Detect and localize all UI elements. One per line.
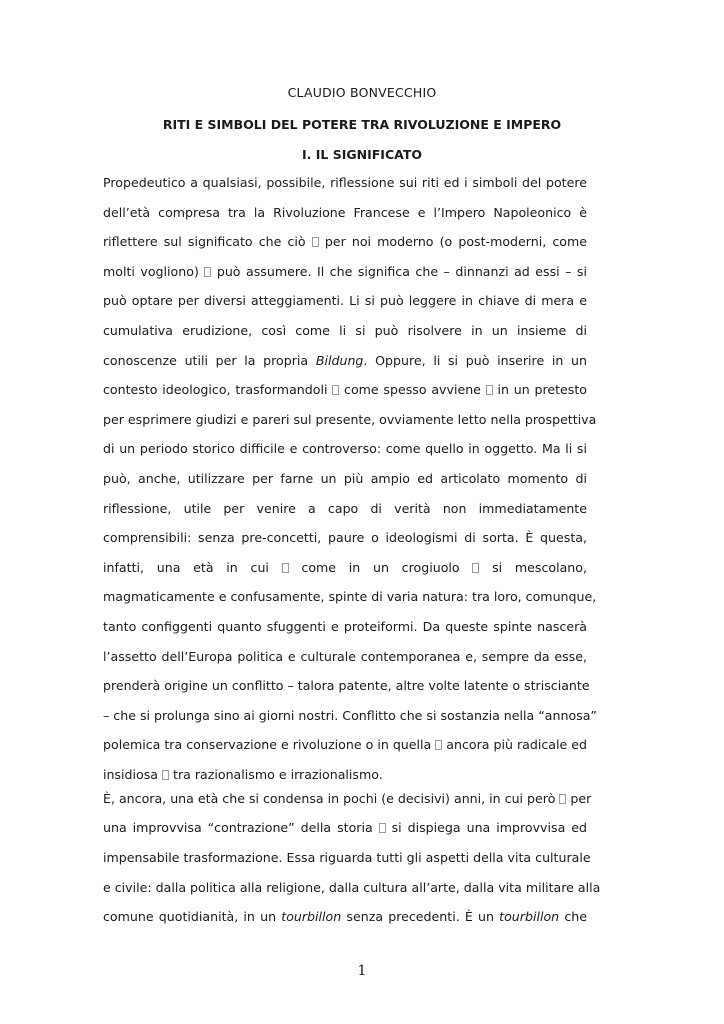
text-segment: cumulativa erudizione, così come li si può risolvere in un insieme di (103, 322, 587, 338)
text-line (103, 675, 590, 705)
text-segment: prenderà origine un conflitto – talora patente, altre volte latente o strisciante (103, 678, 590, 694)
text-segment: . Oppure, li si può inserire in un (363, 352, 588, 368)
text-segment: molti vogliono) (103, 263, 205, 279)
text-line (103, 847, 591, 877)
missing-glyph-icon (162, 770, 169, 780)
missing-glyph-icon (312, 237, 319, 247)
text-segment: per esprimere giudizi e pareri sul presente, ovviamente letto nella prospettiva (103, 411, 597, 427)
text-line (103, 320, 587, 350)
author-name: CLAUDIO BONVECCHIO (287, 85, 437, 100)
italic-text: tourbillon (281, 909, 342, 925)
body-text (103, 172, 601, 936)
text-line (103, 290, 587, 320)
document-title: RITI E SIMBOLI DEL POTERE TRA RIVOLUZIONE E IMPERO (162, 117, 562, 132)
text-segment: polemica tra conservazione e rivoluzione o in quella (103, 737, 436, 753)
text-segment: magmaticamente e confusamente, spinte di varia natura: tra loro, comunque, (103, 589, 597, 605)
text-line (103, 877, 601, 907)
text-line (103, 586, 597, 616)
text-segment: per (566, 790, 592, 806)
italic-text: Bildung (315, 352, 364, 368)
text-segment: È, ancora, una età che si condensa in pochi (e decisivi) anni, in cui però (103, 790, 560, 806)
text-segment: riflessione, utile per venire a capo di verità non immediatamente (103, 500, 587, 516)
text-segment: in un pretesto (492, 382, 587, 398)
text-segment: può assumere. Il che significa che – dinnanzi ad essi – si (211, 263, 587, 279)
text-segment: che (559, 909, 587, 925)
text-line (103, 734, 587, 764)
text-segment: tra razionalismo e irrazionalismo. (169, 766, 383, 782)
text-line (103, 788, 592, 818)
text-line (103, 231, 587, 261)
text-line (103, 817, 587, 847)
text-line (103, 705, 597, 735)
text-segment: comprensibili: senza pre-concetti, paure o ideologismi di sorta. È questa, (103, 530, 587, 546)
text-segment: tanto configgenti quanto sfuggenti e proteiformi. Da queste spinte nascerà (103, 618, 587, 634)
text-line (103, 409, 597, 439)
text-line (103, 906, 587, 936)
text-segment: e civile: dalla politica alla religione, dalla cultura all’arte, dalla vita militare alla (103, 879, 601, 895)
text-line (103, 261, 587, 291)
text-line (103, 379, 587, 409)
text-segment: si mescolano, (479, 559, 587, 575)
missing-glyph-icon (379, 823, 386, 833)
text-segment: può optare per diversi atteggiamenti. Li si può leggere in chiave di mera e (103, 293, 587, 309)
text-line (103, 498, 587, 528)
text-line (103, 350, 587, 380)
text-segment: contesto ideologico, trasformandoli (103, 382, 333, 398)
text-segment: come spesso avviene (339, 382, 486, 398)
text-segment: – che si prolunga sino ai giorni nostri. Conflitto che si sostanzia nella “annosa” (103, 707, 597, 723)
text-line (103, 172, 587, 202)
text-segment: può, anche, utilizzare per farne un più ampio ed articolato momento di (103, 470, 587, 486)
italic-text: tourbillon (499, 909, 560, 925)
text-segment: comune quotidianità, in un (103, 909, 282, 925)
text-segment: senza precedenti. È un (341, 909, 500, 925)
missing-glyph-icon (486, 385, 493, 395)
missing-glyph-icon (282, 563, 289, 573)
text-segment: una improvvisa “contrazione” della storia (103, 820, 379, 836)
section-heading: I. IL SIGNIFICATO (302, 147, 422, 162)
text-line (103, 557, 587, 587)
text-segment: si dispiega una improvvisa ed (385, 820, 587, 836)
page-number: 1 (357, 963, 367, 979)
text-segment: per noi moderno (o post-moderni, come (318, 234, 587, 250)
text-line (103, 646, 587, 676)
text-line (103, 616, 587, 646)
text-segment: insidiosa (103, 766, 163, 782)
text-segment: ancora più radicale ed (442, 737, 587, 753)
text-line (103, 527, 587, 557)
text-line (103, 438, 587, 468)
text-segment: Propedeutico a qualsiasi, possibile, riflessione sui riti ed i simboli del potere (103, 175, 587, 190)
text-line (103, 764, 587, 788)
text-line (103, 202, 587, 232)
text-line (103, 468, 587, 498)
text-segment: impensabile trasformazione. Essa riguarda tutti gli aspetti della vita culturale (103, 850, 591, 866)
text-segment: infatti, una età in cui (103, 559, 282, 575)
text-segment: l’assetto dell’Europa politica e culturale contemporanea e, sempre da esse, (103, 648, 587, 664)
text-segment: di un periodo storico difficile e controverso: come quello in oggetto. Ma li si (103, 441, 587, 457)
text-segment: come in un crogiuolo (288, 559, 473, 575)
text-segment: dell’età compresa tra la Rivoluzione Francese e l’Impero Napoleonico è (103, 204, 587, 220)
text-segment: conoscenze utili per la propria (103, 352, 316, 368)
text-segment: riflettere sul significato che ciò (103, 234, 312, 250)
